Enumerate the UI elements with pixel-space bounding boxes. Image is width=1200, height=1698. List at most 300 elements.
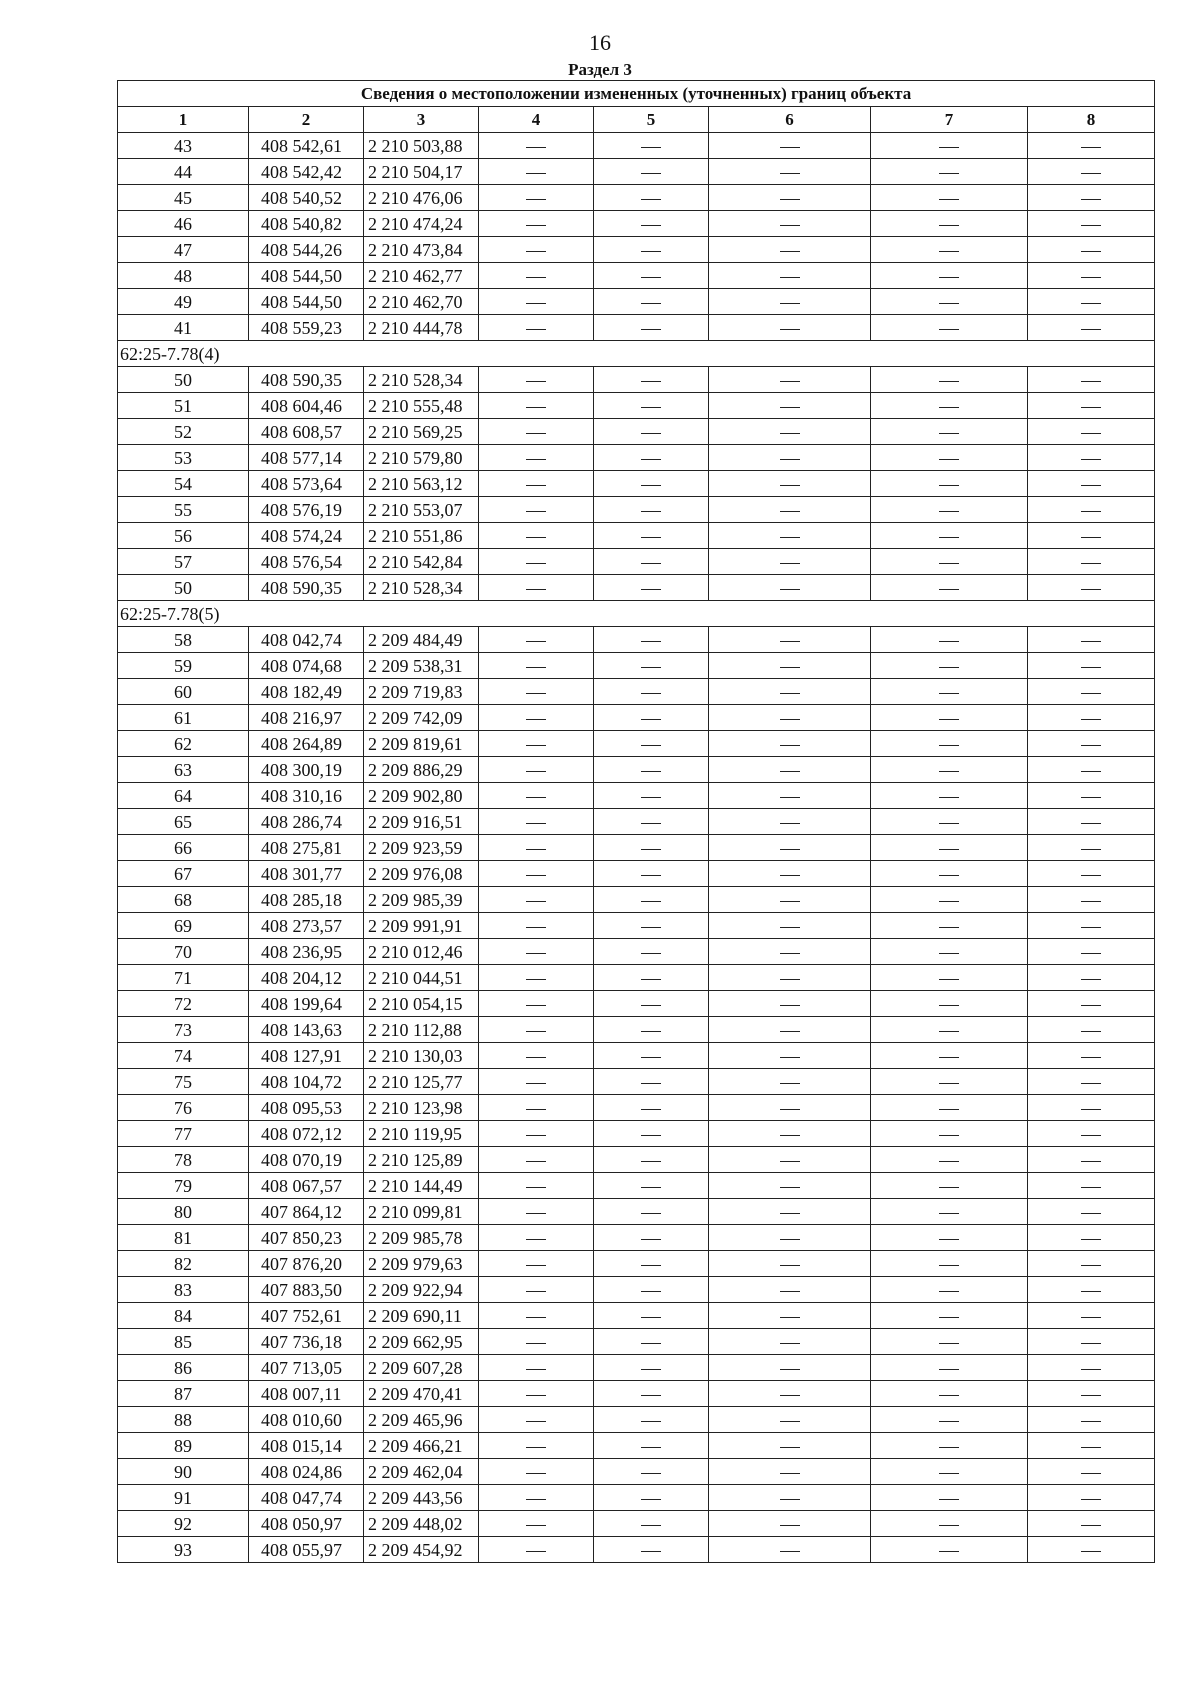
empty-value-cell — [1028, 445, 1155, 471]
dash-mark — [1081, 1343, 1101, 1344]
empty-value-cell — [479, 159, 594, 185]
dash-mark — [641, 277, 661, 278]
dash-mark — [780, 1135, 800, 1136]
dash-mark — [780, 511, 800, 512]
empty-value-cell — [479, 991, 594, 1017]
empty-value-cell — [871, 1147, 1028, 1173]
table-row — [118, 1017, 1155, 1043]
dash-mark — [939, 1291, 959, 1292]
dash-mark — [641, 1161, 661, 1162]
empty-value-cell — [594, 1433, 709, 1459]
empty-value-cell — [709, 991, 871, 1017]
dash-mark — [641, 745, 661, 746]
dash-mark — [939, 407, 959, 408]
dash-mark — [780, 407, 800, 408]
dash-mark — [939, 641, 959, 642]
dash-mark — [641, 589, 661, 590]
empty-value-cell — [871, 1251, 1028, 1277]
table-row — [118, 1251, 1155, 1277]
dash-mark — [641, 979, 661, 980]
empty-value-cell — [479, 211, 594, 237]
y-coordinate-cell: 2 209 819,61 — [364, 731, 479, 757]
empty-value-cell — [594, 1485, 709, 1511]
dash-mark — [780, 225, 800, 226]
x-coordinate-cell: 408 127,91 — [249, 1043, 364, 1069]
dash-mark — [526, 693, 546, 694]
table-row — [118, 159, 1155, 185]
dash-mark — [1081, 953, 1101, 954]
point-number-cell: 59 — [118, 653, 249, 679]
point-number-cell: 84 — [118, 1303, 249, 1329]
empty-value-cell — [709, 1121, 871, 1147]
empty-value-cell — [479, 965, 594, 991]
empty-value-cell — [1028, 835, 1155, 861]
empty-value-cell — [594, 653, 709, 679]
point-number-cell: 73 — [118, 1017, 249, 1043]
dash-mark — [1081, 1317, 1101, 1318]
empty-value-cell — [594, 887, 709, 913]
x-coordinate-cell: 408 544,50 — [249, 263, 364, 289]
empty-value-cell — [479, 1173, 594, 1199]
empty-value-cell — [479, 1277, 594, 1303]
point-number-cell: 79 — [118, 1173, 249, 1199]
dash-mark — [526, 1473, 546, 1474]
empty-value-cell — [871, 393, 1028, 419]
x-coordinate-cell: 408 143,63 — [249, 1017, 364, 1043]
empty-value-cell — [709, 1017, 871, 1043]
dash-mark — [641, 329, 661, 330]
point-number-cell: 68 — [118, 887, 249, 913]
x-coordinate-cell: 408 542,61 — [249, 133, 364, 159]
y-coordinate-cell: 2 210 551,86 — [364, 523, 479, 549]
empty-value-cell — [479, 1303, 594, 1329]
point-number-cell: 82 — [118, 1251, 249, 1277]
point-number-cell: 81 — [118, 1225, 249, 1251]
empty-value-cell — [709, 497, 871, 523]
dash-mark — [526, 303, 546, 304]
empty-value-cell — [709, 419, 871, 445]
y-coordinate-cell: 2 210 473,84 — [364, 237, 479, 263]
y-coordinate-cell: 2 210 444,78 — [364, 315, 479, 341]
empty-value-cell — [871, 1095, 1028, 1121]
dash-mark — [939, 1551, 959, 1552]
table-row — [118, 1485, 1155, 1511]
dash-mark — [939, 1057, 959, 1058]
dash-mark — [1081, 459, 1101, 460]
dash-mark — [1081, 901, 1101, 902]
y-coordinate-cell: 2 210 553,07 — [364, 497, 479, 523]
dash-mark — [939, 1369, 959, 1370]
empty-value-cell — [709, 1173, 871, 1199]
dash-mark — [1081, 1421, 1101, 1422]
point-number-cell: 52 — [118, 419, 249, 445]
table-row — [118, 419, 1155, 445]
table-row — [118, 757, 1155, 783]
table-row — [118, 471, 1155, 497]
empty-value-cell — [709, 1485, 871, 1511]
empty-value-cell — [1028, 991, 1155, 1017]
empty-value-cell — [1028, 289, 1155, 315]
empty-value-cell — [871, 1017, 1028, 1043]
empty-value-cell — [871, 757, 1028, 783]
empty-value-cell — [1028, 1121, 1155, 1147]
dash-mark — [780, 1369, 800, 1370]
table-row — [118, 939, 1155, 965]
empty-value-cell — [1028, 731, 1155, 757]
dash-mark — [1081, 745, 1101, 746]
dash-mark — [641, 667, 661, 668]
table-row — [118, 861, 1155, 887]
dash-mark — [780, 953, 800, 954]
y-coordinate-cell: 2 209 607,28 — [364, 1355, 479, 1381]
empty-value-cell — [594, 991, 709, 1017]
dash-mark — [641, 563, 661, 564]
empty-value-cell — [709, 627, 871, 653]
section-title: Раздел 3 — [568, 60, 632, 79]
empty-value-cell — [871, 159, 1028, 185]
column-header: 4 — [479, 107, 594, 133]
empty-value-cell — [594, 913, 709, 939]
dash-mark — [939, 953, 959, 954]
empty-value-cell — [709, 679, 871, 705]
empty-value-cell — [479, 731, 594, 757]
dash-mark — [526, 407, 546, 408]
empty-value-cell — [479, 263, 594, 289]
empty-value-cell — [479, 1329, 594, 1355]
dash-mark — [1081, 147, 1101, 148]
empty-value-cell — [871, 731, 1028, 757]
point-number-cell: 87 — [118, 1381, 249, 1407]
empty-value-cell — [1028, 575, 1155, 601]
empty-value-cell — [479, 705, 594, 731]
dash-mark — [526, 277, 546, 278]
point-number-cell: 76 — [118, 1095, 249, 1121]
dash-mark — [641, 1083, 661, 1084]
dash-mark — [939, 511, 959, 512]
empty-value-cell — [479, 549, 594, 575]
dash-mark — [641, 1551, 661, 1552]
table-row — [118, 1537, 1155, 1563]
dash-mark — [641, 407, 661, 408]
empty-value-cell — [709, 549, 871, 575]
empty-value-cell — [709, 133, 871, 159]
dash-mark — [1081, 1551, 1101, 1552]
dash-mark — [526, 1499, 546, 1500]
empty-value-cell — [871, 497, 1028, 523]
empty-value-cell — [479, 1017, 594, 1043]
empty-value-cell — [594, 471, 709, 497]
y-coordinate-cell: 2 210 044,51 — [364, 965, 479, 991]
dash-mark — [641, 849, 661, 850]
empty-value-cell — [479, 1199, 594, 1225]
dash-mark — [939, 693, 959, 694]
empty-value-cell — [594, 679, 709, 705]
y-coordinate-cell: 2 209 466,21 — [364, 1433, 479, 1459]
empty-value-cell — [1028, 1277, 1155, 1303]
dash-mark — [1081, 537, 1101, 538]
point-number-cell: 54 — [118, 471, 249, 497]
y-coordinate-cell: 2 209 454,92 — [364, 1537, 479, 1563]
empty-value-cell — [1028, 549, 1155, 575]
empty-value-cell — [479, 627, 594, 653]
dash-mark — [780, 537, 800, 538]
point-number-cell: 92 — [118, 1511, 249, 1537]
point-number-cell: 89 — [118, 1433, 249, 1459]
empty-value-cell — [594, 757, 709, 783]
dash-mark — [1081, 303, 1101, 304]
y-coordinate-cell: 2 209 484,49 — [364, 627, 479, 653]
dash-mark — [939, 745, 959, 746]
dash-mark — [1081, 1161, 1101, 1162]
dash-mark — [641, 225, 661, 226]
dash-mark — [526, 875, 546, 876]
x-coordinate-cell: 408 104,72 — [249, 1069, 364, 1095]
dash-mark — [780, 485, 800, 486]
point-number-cell: 70 — [118, 939, 249, 965]
x-coordinate-cell: 408 310,16 — [249, 783, 364, 809]
empty-value-cell — [709, 471, 871, 497]
dash-mark — [939, 1239, 959, 1240]
table-row — [118, 1303, 1155, 1329]
table-row — [118, 289, 1155, 315]
empty-value-cell — [594, 1121, 709, 1147]
empty-value-cell — [709, 705, 871, 731]
empty-value-cell — [871, 471, 1028, 497]
empty-value-cell — [479, 1355, 594, 1381]
dash-mark — [1081, 1473, 1101, 1474]
y-coordinate-cell: 2 210 054,15 — [364, 991, 479, 1017]
y-coordinate-cell: 2 210 462,70 — [364, 289, 479, 315]
x-coordinate-cell: 408 199,64 — [249, 991, 364, 1017]
column-header: 6 — [709, 107, 871, 133]
group-header-row — [118, 341, 1155, 367]
dash-mark — [939, 1317, 959, 1318]
dash-mark — [1081, 875, 1101, 876]
x-coordinate-cell: 408 540,82 — [249, 211, 364, 237]
empty-value-cell — [709, 1355, 871, 1381]
dash-mark — [526, 641, 546, 642]
empty-value-cell — [709, 445, 871, 471]
dash-mark — [641, 485, 661, 486]
empty-value-cell — [594, 627, 709, 653]
empty-value-cell — [709, 809, 871, 835]
dash-mark — [780, 303, 800, 304]
table-row — [118, 185, 1155, 211]
dash-mark — [939, 277, 959, 278]
dash-mark — [1081, 1057, 1101, 1058]
y-coordinate-cell: 2 209 662,95 — [364, 1329, 479, 1355]
dash-mark — [526, 511, 546, 512]
table-row — [118, 731, 1155, 757]
point-number-cell: 57 — [118, 549, 249, 575]
dash-mark — [780, 147, 800, 148]
empty-value-cell — [1028, 211, 1155, 237]
table-row — [118, 965, 1155, 991]
empty-value-cell — [479, 1095, 594, 1121]
empty-value-cell — [709, 1537, 871, 1563]
dash-mark — [780, 589, 800, 590]
dash-mark — [1081, 589, 1101, 590]
empty-value-cell — [594, 185, 709, 211]
x-coordinate-cell: 408 067,57 — [249, 1173, 364, 1199]
dash-mark — [526, 901, 546, 902]
y-coordinate-cell: 2 210 504,17 — [364, 159, 479, 185]
y-coordinate-cell: 2 210 012,46 — [364, 939, 479, 965]
group-label: 62:25-7.78(4) — [118, 341, 1155, 367]
dash-mark — [1081, 277, 1101, 278]
empty-value-cell — [709, 1381, 871, 1407]
point-number-cell: 56 — [118, 523, 249, 549]
dash-mark — [1081, 1395, 1101, 1396]
dash-mark — [939, 329, 959, 330]
empty-value-cell — [871, 289, 1028, 315]
empty-value-cell — [594, 263, 709, 289]
empty-value-cell — [594, 939, 709, 965]
empty-value-cell — [1028, 783, 1155, 809]
point-number-cell: 46 — [118, 211, 249, 237]
point-number-cell: 80 — [118, 1199, 249, 1225]
dash-mark — [780, 433, 800, 434]
empty-value-cell — [1028, 887, 1155, 913]
dash-mark — [526, 1161, 546, 1162]
empty-value-cell — [709, 835, 871, 861]
y-coordinate-cell: 2 209 690,11 — [364, 1303, 479, 1329]
empty-value-cell — [871, 1069, 1028, 1095]
dash-mark — [780, 1239, 800, 1240]
empty-value-cell — [479, 1225, 594, 1251]
dash-mark — [641, 251, 661, 252]
empty-value-cell — [479, 757, 594, 783]
empty-value-cell — [594, 1459, 709, 1485]
empty-value-cell — [594, 1329, 709, 1355]
empty-value-cell — [594, 419, 709, 445]
y-coordinate-cell: 2 209 462,04 — [364, 1459, 479, 1485]
dash-mark — [780, 875, 800, 876]
empty-value-cell — [479, 1459, 594, 1485]
dash-mark — [641, 1031, 661, 1032]
empty-value-cell — [871, 445, 1028, 471]
y-coordinate-cell: 2 209 742,09 — [364, 705, 479, 731]
y-coordinate-cell: 2 210 528,34 — [364, 575, 479, 601]
dash-mark — [780, 1213, 800, 1214]
y-coordinate-cell: 2 210 119,95 — [364, 1121, 479, 1147]
empty-value-cell — [871, 653, 1028, 679]
y-coordinate-cell: 2 209 465,96 — [364, 1407, 479, 1433]
empty-value-cell — [1028, 1199, 1155, 1225]
table-row — [118, 1095, 1155, 1121]
x-coordinate-cell: 408 055,97 — [249, 1537, 364, 1563]
dash-mark — [780, 719, 800, 720]
coordinates-table — [117, 80, 1155, 1563]
empty-value-cell — [479, 133, 594, 159]
dash-mark — [526, 1005, 546, 1006]
table-row — [118, 523, 1155, 549]
dash-mark — [1081, 1031, 1101, 1032]
dash-mark — [780, 563, 800, 564]
dash-mark — [641, 1109, 661, 1110]
empty-value-cell — [479, 913, 594, 939]
empty-value-cell — [871, 861, 1028, 887]
empty-value-cell — [594, 575, 709, 601]
dash-mark — [939, 173, 959, 174]
dash-mark — [1081, 407, 1101, 408]
dash-mark — [526, 1057, 546, 1058]
y-coordinate-cell: 2 209 923,59 — [364, 835, 479, 861]
empty-value-cell — [594, 1303, 709, 1329]
empty-value-cell — [709, 575, 871, 601]
dash-mark — [780, 277, 800, 278]
y-coordinate-cell: 2 210 579,80 — [364, 445, 479, 471]
x-coordinate-cell: 407 876,20 — [249, 1251, 364, 1277]
dash-mark — [526, 1109, 546, 1110]
empty-value-cell — [479, 887, 594, 913]
dash-mark — [1081, 1525, 1101, 1526]
empty-value-cell — [709, 393, 871, 419]
empty-value-cell — [709, 289, 871, 315]
empty-value-cell — [709, 731, 871, 757]
empty-value-cell — [479, 1251, 594, 1277]
empty-value-cell — [594, 1277, 709, 1303]
dash-mark — [939, 927, 959, 928]
x-coordinate-cell: 408 604,46 — [249, 393, 364, 419]
dash-mark — [526, 927, 546, 928]
y-coordinate-cell: 2 210 474,24 — [364, 211, 479, 237]
dash-mark — [1081, 563, 1101, 564]
table-row — [118, 237, 1155, 263]
empty-value-cell — [871, 185, 1028, 211]
empty-value-cell — [871, 1199, 1028, 1225]
dash-mark — [1081, 1499, 1101, 1500]
empty-value-cell — [594, 1147, 709, 1173]
empty-value-cell — [594, 133, 709, 159]
empty-value-cell — [594, 965, 709, 991]
table-row — [118, 497, 1155, 523]
empty-value-cell — [871, 419, 1028, 445]
dash-mark — [526, 797, 546, 798]
empty-value-cell — [1028, 263, 1155, 289]
empty-value-cell — [479, 237, 594, 263]
empty-value-cell — [871, 315, 1028, 341]
dash-mark — [526, 1239, 546, 1240]
empty-value-cell — [594, 1017, 709, 1043]
dash-mark — [939, 199, 959, 200]
dash-mark — [641, 199, 661, 200]
table-row — [118, 1459, 1155, 1485]
dash-mark — [641, 1187, 661, 1188]
dash-mark — [526, 1187, 546, 1188]
x-coordinate-cell: 407 850,23 — [249, 1225, 364, 1251]
empty-value-cell — [871, 705, 1028, 731]
empty-value-cell — [871, 887, 1028, 913]
empty-value-cell — [479, 939, 594, 965]
x-coordinate-cell: 407 736,18 — [249, 1329, 364, 1355]
empty-value-cell — [709, 653, 871, 679]
y-coordinate-cell: 2 209 448,02 — [364, 1511, 479, 1537]
empty-value-cell — [1028, 1433, 1155, 1459]
empty-value-cell — [594, 315, 709, 341]
dash-mark — [526, 771, 546, 772]
dash-mark — [780, 1447, 800, 1448]
table-row — [118, 705, 1155, 731]
dash-mark — [641, 1525, 661, 1526]
point-number-cell: 88 — [118, 1407, 249, 1433]
table-row — [118, 1173, 1155, 1199]
dash-mark — [780, 1265, 800, 1266]
empty-value-cell — [871, 237, 1028, 263]
point-number-cell: 60 — [118, 679, 249, 705]
x-coordinate-cell: 408 007,11 — [249, 1381, 364, 1407]
empty-value-cell — [1028, 809, 1155, 835]
